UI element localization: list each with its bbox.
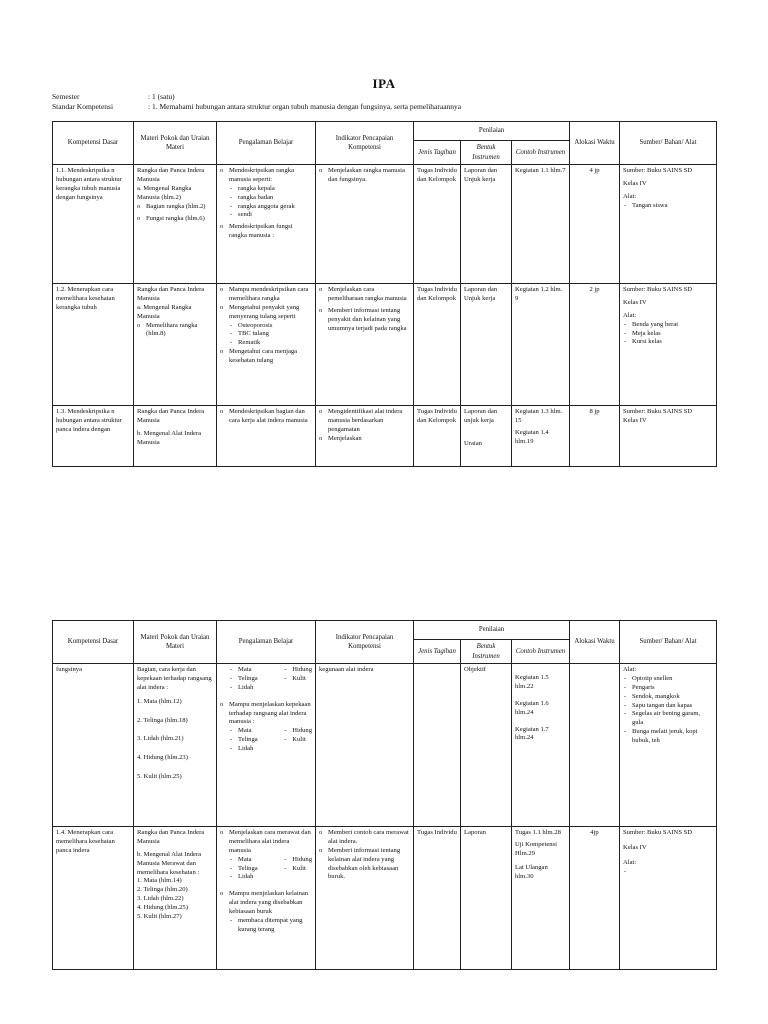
list-item: - Telinga: [238, 675, 283, 684]
materi-heading: Rangka dan Panca Indera Manusia: [137, 167, 205, 183]
pengalaman-cell: [217, 165, 316, 284]
list-item: - Osteoporosis: [238, 322, 312, 331]
semester-line: [52, 92, 175, 101]
sumber-text: Sumber: Buku SAINS SD: [623, 167, 693, 174]
alokasi-cell: 4 jp: [570, 165, 620, 284]
list-item: Mampu menjelaskan kelainan alat indera yang disebabkan kebiasaan buruk: [229, 890, 309, 916]
header-contoh: Contoh Instrumen: [512, 640, 570, 664]
list-item: 5. Kulit (hlm.25): [137, 773, 182, 781]
header-materi: Materi Pokok dan Uraian Materi: [134, 122, 217, 165]
list-item: o Mampu menjelaskan kepekaan terhadap rangsang alat indera manusia :: [229, 701, 312, 728]
list-item: o Menjelaskan cara merawat dan memelihara alat indera manusia: [229, 829, 312, 856]
header-sumber: Sumber/ Bahan/ Alat: [620, 122, 717, 165]
pengalaman-cell: [217, 284, 316, 406]
sumber-cell: [620, 165, 717, 284]
header-pengalaman: Pengalaman Belajar: [217, 122, 316, 165]
list-item: - Mata: [238, 727, 283, 736]
header-materi: Materi Pokok dan Uraian Materi: [134, 621, 217, 664]
list-item: o Mendeskripsikan fungsi rangka manusia :: [229, 223, 312, 241]
sumber-cell: [620, 406, 717, 467]
contoh-text: Kegiatan 1.4 hlm.19: [515, 428, 549, 445]
list-item: - Bunga melati jeruk, kopi bubuk, teh: [632, 728, 713, 746]
bentuk-text: Uraian: [464, 439, 482, 447]
list-item: - membaca ditempat yang kurang terang: [238, 917, 312, 935]
list-item: 5. Kulit (hlm.27): [137, 913, 182, 921]
list-item: o Mengidentifikasi alat indera manusia berdasarkan pengamatan: [328, 408, 410, 435]
alat-label: Alat:: [623, 192, 637, 200]
list-item: 2. Telinga (hlm.20): [137, 886, 188, 894]
list-item: 4. Hidung (hlm.25): [137, 904, 188, 912]
list-item: - Kursi kelas: [632, 338, 713, 347]
header-pengalaman: Pengalaman Belajar: [217, 621, 316, 664]
sumber-cell: [620, 664, 717, 827]
kelas-text: Kelas IV: [623, 843, 647, 851]
list-item: - Kulit: [292, 675, 312, 684]
list-item: - Lidah: [238, 745, 283, 754]
alat-label: Alat:: [623, 666, 637, 673]
header-indikator: Indikator Pencapaian Kompetensi: [316, 621, 414, 664]
list-item: - rangka kepala: [238, 185, 312, 194]
standar-value: : 1. Memahami hubungan antara struktur organ tubuh manusia dengan fungsinya, serta pemeliharaannya: [148, 102, 462, 111]
bentuk-text: Laporan dan unjuk kerja: [464, 408, 498, 424]
list-item: - Hidung: [292, 856, 312, 865]
list-item: - Mata: [238, 666, 283, 675]
list-item: o Menjelaskan: [328, 435, 410, 444]
header-penilaian: Penilaian: [414, 621, 570, 640]
list-item: o Mengetahui cara menjaga kesehatan tulang: [229, 348, 312, 366]
pengalaman-cell: [217, 664, 316, 827]
indikator-cell: [316, 406, 414, 467]
kd-cell: 1.2. Menerapkan cara memelihara kesehatan kerangka tubuh: [53, 284, 134, 406]
list-item: o Memelihara rangka (hlm.8): [146, 322, 213, 340]
table-row: [53, 165, 717, 284]
sumber-text: Sumber: Buku SAINS SD: [623, 829, 693, 836]
header-penilaian: Penilaian: [414, 122, 570, 141]
jenis-cell: Tugas Individu dan Kelompok: [414, 165, 461, 284]
standar-label: Standar Kompetensi: [52, 102, 114, 111]
list-item: - Telinga: [238, 865, 283, 874]
materi-cell: [134, 284, 217, 406]
bentuk-cell: [461, 406, 512, 467]
list-item: - Lidah: [238, 684, 283, 693]
alokasi-cell: 2 jp: [570, 284, 620, 406]
table-row: [53, 664, 717, 827]
header-contoh: Contoh Instrumen: [512, 141, 570, 165]
list-item: o Menjelaskan cara pemeliharaan rangka manusia: [328, 286, 410, 304]
list-item: - Segelas air bening garam, gula: [632, 710, 713, 728]
materi-sub: a. Mengenal Rangka Manusia: [137, 303, 192, 320]
contoh-text: Kegiatan 1.3 hlm. 15: [515, 408, 563, 424]
list-item: - Telinga: [238, 736, 283, 745]
list-item: 3. Lidah (hlm.21): [137, 735, 184, 743]
sumber-text: Sumber: Buku SAINS SD: [623, 286, 693, 293]
alat-label: Alat:: [623, 311, 637, 319]
list-item: o Menjelaskan rangka manusia dan fungsinya.: [328, 167, 410, 185]
materi-heading: Rangka dan Panca Indera Manusia: [137, 408, 205, 424]
semester-value: : 1 (satu): [148, 92, 175, 101]
contoh-text: Lat Ulangan hlm.30: [515, 863, 548, 880]
list-item: Mendeskripsikan rangka manusia seperti:: [229, 167, 295, 183]
list-item: 3. Lidah (hlm.22): [137, 895, 184, 903]
sumber-text: Sumber: Buku SAINS SD: [623, 408, 693, 415]
materi-heading: Bagian, cara kerja dan kepekaan terhadap rangsang alat indera :: [137, 666, 212, 691]
alat-label: Alat:: [623, 858, 637, 866]
list-item: - Kulit: [292, 736, 312, 745]
list-item: - Pengaris: [632, 684, 713, 693]
materi-sub: a. Mengenal Rangka Manusia (hlm.2): [137, 184, 192, 201]
list-item: - Meja kelas: [632, 330, 713, 339]
header-bentuk: Bentuk Instrumen: [461, 141, 512, 165]
header-alokasi: Alokasi Waktu: [570, 122, 620, 165]
header-bentuk: Bentuk Instrumen: [461, 640, 512, 664]
list-item: - Hidung: [292, 727, 312, 736]
silabus-table-2: [52, 620, 717, 970]
materi-sub: b. Mengenal Alat Indera Manusia Merawat dan memelihara kesehatan :: [137, 850, 202, 876]
list-item: o Memberi contoh cara merawat alat indera.: [328, 829, 410, 847]
table-row: [53, 284, 717, 406]
pengalaman-cell: [217, 827, 316, 970]
materi-heading: Rangka dan Panca Indera Manusia: [137, 286, 205, 302]
list-item: - Hidung: [292, 666, 312, 675]
contoh-text: Kegiatan 1.5 hlm.22: [515, 674, 549, 690]
jenis-cell: Tugas Individu dan Kelompok: [414, 406, 461, 467]
silabus-table-1: [52, 121, 717, 467]
alokasi-cell: 4jp: [570, 827, 620, 970]
materi-cell: [134, 827, 217, 970]
bentuk-cell: Laporan dan Unjuk kerja: [461, 284, 512, 406]
list-item: 1. Mata (hlm.12): [137, 697, 182, 705]
bentuk-cell: Objektif: [461, 664, 512, 827]
kelas-text: Kelas IV: [623, 298, 647, 306]
sumber-cell: [620, 284, 717, 406]
header-jenis: Jenis Tagihan: [414, 640, 461, 664]
kd-cell: fungsinya: [53, 664, 134, 827]
semester-label: Semester: [52, 92, 80, 101]
jenis-cell: Tugas Individu: [414, 827, 461, 970]
list-item: - sendi: [238, 211, 312, 220]
header-jenis: Jenis Tagihan: [414, 141, 461, 165]
header-kd: Kompetensi Dasar: [53, 621, 134, 664]
contoh-cell: Kegiatan 1.1 hlm.7: [512, 165, 570, 284]
contoh-text: Uji Kompetensi Hlm.29: [515, 840, 557, 857]
list-item: Mengetahui penyakit yang menyerang tulang seperti: [229, 303, 300, 320]
contoh-text: Kegiatan 1.6 hlm.24: [515, 699, 549, 716]
contoh-cell: Kegiatan 1.2 hlm. 9: [512, 284, 570, 406]
list-item: - Sapu tangan dan kapas: [632, 702, 713, 711]
list-item: - rangka anggota gerak: [238, 203, 312, 212]
materi-heading: Rangka dan Panca Indera Manusia: [137, 829, 205, 845]
kelas-text: Kelas IV: [623, 179, 647, 187]
indikator-cell: [316, 827, 414, 970]
contoh-cell: [512, 406, 570, 467]
list-item: o Fungsi rangka (hlm.6): [146, 215, 213, 224]
header-kd: Kompetensi Dasar: [53, 122, 134, 165]
list-item: - TBC tulang: [238, 330, 312, 339]
kd-cell: 1.4. Menerapkan cara memelihara kesehatan panca indera: [53, 827, 134, 970]
materi-cell: [134, 664, 217, 827]
sumber-cell: [620, 827, 717, 970]
list-item: 4. Hidung (hlm.23): [137, 754, 188, 762]
list-item: - Rematik: [238, 339, 312, 348]
kd-cell: 1.1. Mendeskripsika n hubungan antara struktur kerangka tubuh manusia dengan fungsinya: [53, 165, 134, 284]
table-row: [53, 827, 717, 970]
pengalaman-cell: [217, 406, 316, 467]
list-item: o Memberi informasi tentang kelainan alat indera yang disebabkan oleh kebiasaan buruk.: [328, 847, 410, 883]
list-item: o Bagian rangka (hlm.2): [146, 203, 213, 212]
jenis-cell: [414, 664, 461, 827]
list-item: - Mata: [238, 856, 283, 865]
materi-cell: [134, 406, 217, 467]
header-indikator: Indikator Pencapaian Kompetensi: [316, 122, 414, 165]
contoh-text: Kegiatan 1.7 hlm.24: [515, 725, 549, 742]
list-item: - Tangan siswa: [632, 202, 713, 211]
alokasi-cell: [570, 664, 620, 827]
list-item: o Mendeskripsikan bagian dan cara kerja alat indera manusia: [229, 408, 312, 426]
alokasi-cell: 8 jp: [570, 406, 620, 467]
jenis-cell: Tugas Individu dan Kelompok: [414, 284, 461, 406]
header-alokasi: Alokasi Waktu: [570, 621, 620, 664]
list-item: - Optotip snellen: [632, 675, 713, 684]
indikator-cell: [316, 165, 414, 284]
contoh-text: Tugas 1.1 hlm.28: [515, 829, 561, 836]
materi-sub: b. Mengenal Alat Indera Manusia: [137, 429, 202, 446]
contoh-cell: [512, 664, 570, 827]
bentuk-cell: Laporan dan Unjuk kerja: [461, 165, 512, 284]
standar-line: [52, 102, 461, 111]
list-item: 1. Mata (hlm.14): [137, 877, 182, 885]
list-item: - Sendok, mangkok: [632, 693, 713, 702]
list-item: - Kulit: [292, 865, 312, 874]
list-item: - Lidah: [238, 873, 283, 882]
bentuk-cell: Laporan: [461, 827, 512, 970]
list-item: o Mampu mendeskripsikan cara memelihara rangka: [229, 286, 312, 304]
kelas-text: Kelas IV: [623, 416, 647, 424]
list-item: - rangka badan: [238, 194, 312, 203]
list-item: - Benda yang berat: [632, 321, 713, 330]
header-sumber: Sumber/ Bahan/ Alat: [620, 621, 717, 664]
materi-cell: [134, 165, 217, 284]
list-item: o Memberi informasi tentang penyakit dan kelainan yang umumnya terjadi pada rangka: [328, 307, 410, 334]
kd-cell: 1.3. Mendeskripsika n hubungan antara struktur panca indera dengan: [53, 406, 134, 467]
page-title: IPA: [372, 76, 396, 91]
indikator-cell: kegunaan alat indera: [316, 664, 414, 827]
indikator-cell: [316, 284, 414, 406]
list-item: 2. Telinga (hlm.18): [137, 716, 188, 724]
contoh-cell: [512, 827, 570, 970]
table-row: [53, 406, 717, 467]
